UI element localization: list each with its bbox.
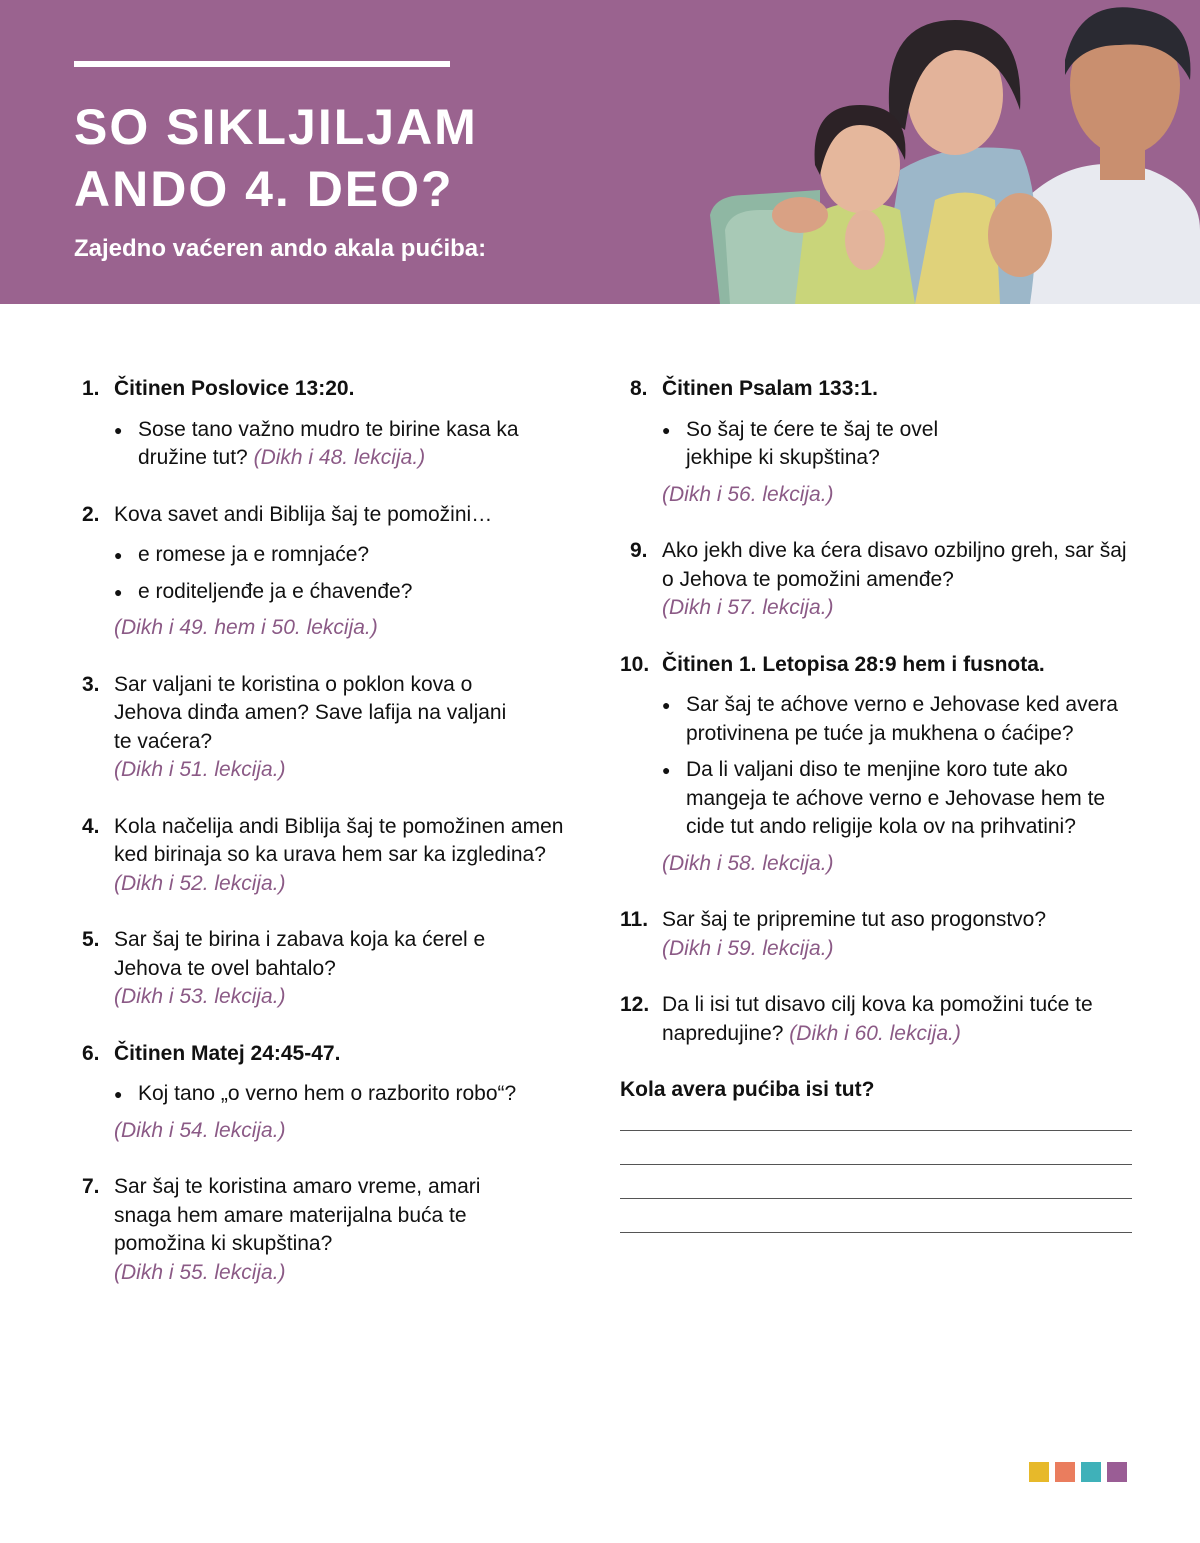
teal-square (1081, 1462, 1101, 1482)
lesson-reference: (Dikh i 54. lekcija.) (114, 1118, 286, 1142)
family-praying-illustration (700, 0, 1200, 304)
bullet-item: ● So šaj te ćere te šaj te ovel jekhipe ki skupština? (662, 416, 986, 473)
bullet-list (662, 691, 1140, 842)
question-number: 4. (82, 814, 100, 838)
bullet-item: ● Sose tano važno mudro te birine kasa ka družine tut? (Dikh i 48. lekcija.) (114, 416, 582, 473)
more-questions-heading: Kola avera pućiba isi tut? (620, 1078, 875, 1101)
question-7 (82, 1173, 582, 1287)
question-6 (82, 1040, 582, 1146)
color-squares (1029, 1462, 1127, 1482)
header-rule (74, 61, 450, 67)
lesson-reference: (Dikh i 53. lekcija.) (114, 985, 286, 1008)
question-text: Čitinen Psalam 133:1. (662, 377, 878, 400)
question-text: Sar šaj te birina i zabava koja ka ćerel e Jehova te ovel bahtalo? (114, 928, 486, 980)
lesson-reference: (Dikh i 59. lekcija.) (662, 936, 834, 960)
lesson-reference: (Dikh i 60. lekcija.) (789, 1021, 961, 1045)
question-8 (620, 375, 1140, 509)
question-text: Kola načelija andi Biblija šaj te pomožinen amen ked birinaja so ka urava hem sar ka izgledina? (114, 814, 564, 866)
question-number: 7. (82, 1175, 100, 1198)
question-text: Sar šaj te pripremine tut aso progonstvo? (662, 908, 1047, 931)
question-number: 1. (82, 377, 100, 400)
question-text: Čitinen Matej 24:45-47. (114, 1041, 341, 1065)
page-title: SO SIKLJILJAM ANDO 4. DEO? (74, 99, 478, 217)
lesson-reference: (Dikh i 58. lekcija.) (662, 851, 834, 875)
question-12 (620, 991, 1140, 1048)
answer-line (620, 1232, 1132, 1233)
bullet-list (662, 416, 1140, 473)
question-number: 10. (620, 652, 650, 676)
question-1 (82, 375, 582, 473)
answer-line (620, 1130, 1132, 1131)
lesson-reference: (Dikh i 48. lekcija.) (253, 446, 426, 469)
bullet-item: ● e romese ja e romnjaće? (114, 541, 582, 570)
question-2 (82, 501, 582, 643)
page-subtitle: Zajedno vaćeren ando akala pućiba: (74, 235, 487, 262)
lesson-reference: (Dikh i 52. lekcija.) (114, 871, 286, 895)
questions-left-column (82, 375, 582, 1315)
question-number: 3. (82, 672, 100, 696)
orange-square (1055, 1462, 1075, 1482)
bullet-item: ● Da li valjani diso te menjine koro tute ako mangeja te aćhove verno e Jehovase hem te cide tut ando religije kola ov na prihvatini? (662, 756, 1140, 842)
question-number: 12. (620, 993, 650, 1016)
lesson-reference: (Dikh i 57. lekcija.) (662, 596, 834, 619)
yellow-square (1029, 1462, 1049, 1482)
lesson-reference: (Dikh i 51. lekcija.) (114, 758, 286, 781)
question-number: 8. (630, 377, 648, 400)
answer-line (620, 1198, 1132, 1199)
bullet-item: ● e roditeljenđe ja e ćhavenđe? (114, 578, 582, 607)
question-11 (620, 906, 1140, 963)
question-10 (620, 651, 1140, 879)
bullet-list (114, 541, 582, 606)
question-number: 2. (82, 502, 100, 526)
question-text: Da li isi tut disavo cilj kova ka pomožini tuće te napredujine? (662, 993, 1093, 1045)
question-number: 9. (630, 539, 648, 562)
question-text: Sar valjani te koristina o poklon kova o Jehova dinđa amen? Save lafija na valjani te vaćera? (114, 672, 507, 753)
question-number: 6. (82, 1041, 100, 1065)
question-4 (82, 813, 582, 899)
question-text: Kova savet andi Biblija šaj te pomožini… (114, 502, 493, 526)
question-text: Čitinen Poslovice 13:20. (114, 377, 355, 400)
questions-right-column (620, 375, 1140, 1266)
question-9 (620, 537, 1140, 623)
bullet-item: ● Koj tano „o verno hem o razborito robo“? (114, 1080, 582, 1109)
question-text: Ako jekh dive ka ćera disavo ozbiljno greh, sar šaj o Jehova te pomožini amenđe? (662, 539, 1127, 591)
answer-line (620, 1164, 1132, 1165)
question-number: 11. (620, 908, 649, 931)
lesson-reference: (Dikh i 55. lekcija.) (114, 1260, 286, 1284)
purple-square (1107, 1462, 1127, 1482)
bullet-list (114, 416, 582, 473)
question-text: Čitinen 1. Letopisa 28:9 hem i fusnota. (662, 652, 1045, 676)
question-text: Sar šaj te koristina amaro vreme, amari snaga hem amare materijalna buća te pomožina ki skupština? (114, 1175, 481, 1255)
question-3 (82, 671, 582, 785)
question-5 (82, 926, 582, 1012)
question-number: 5. (82, 928, 100, 951)
lesson-reference: (Dikh i 56. lekcija.) (662, 482, 834, 506)
bullet-list (114, 1080, 582, 1109)
header-banner (0, 0, 1200, 304)
lesson-reference: (Dikh i 49. hem i 50. lekcija.) (114, 616, 378, 639)
bullet-item: ● Sar šaj te aćhove verno e Jehovase ked avera protivinena pe tuće ja mukhena o ćaćipe? (662, 691, 1140, 748)
